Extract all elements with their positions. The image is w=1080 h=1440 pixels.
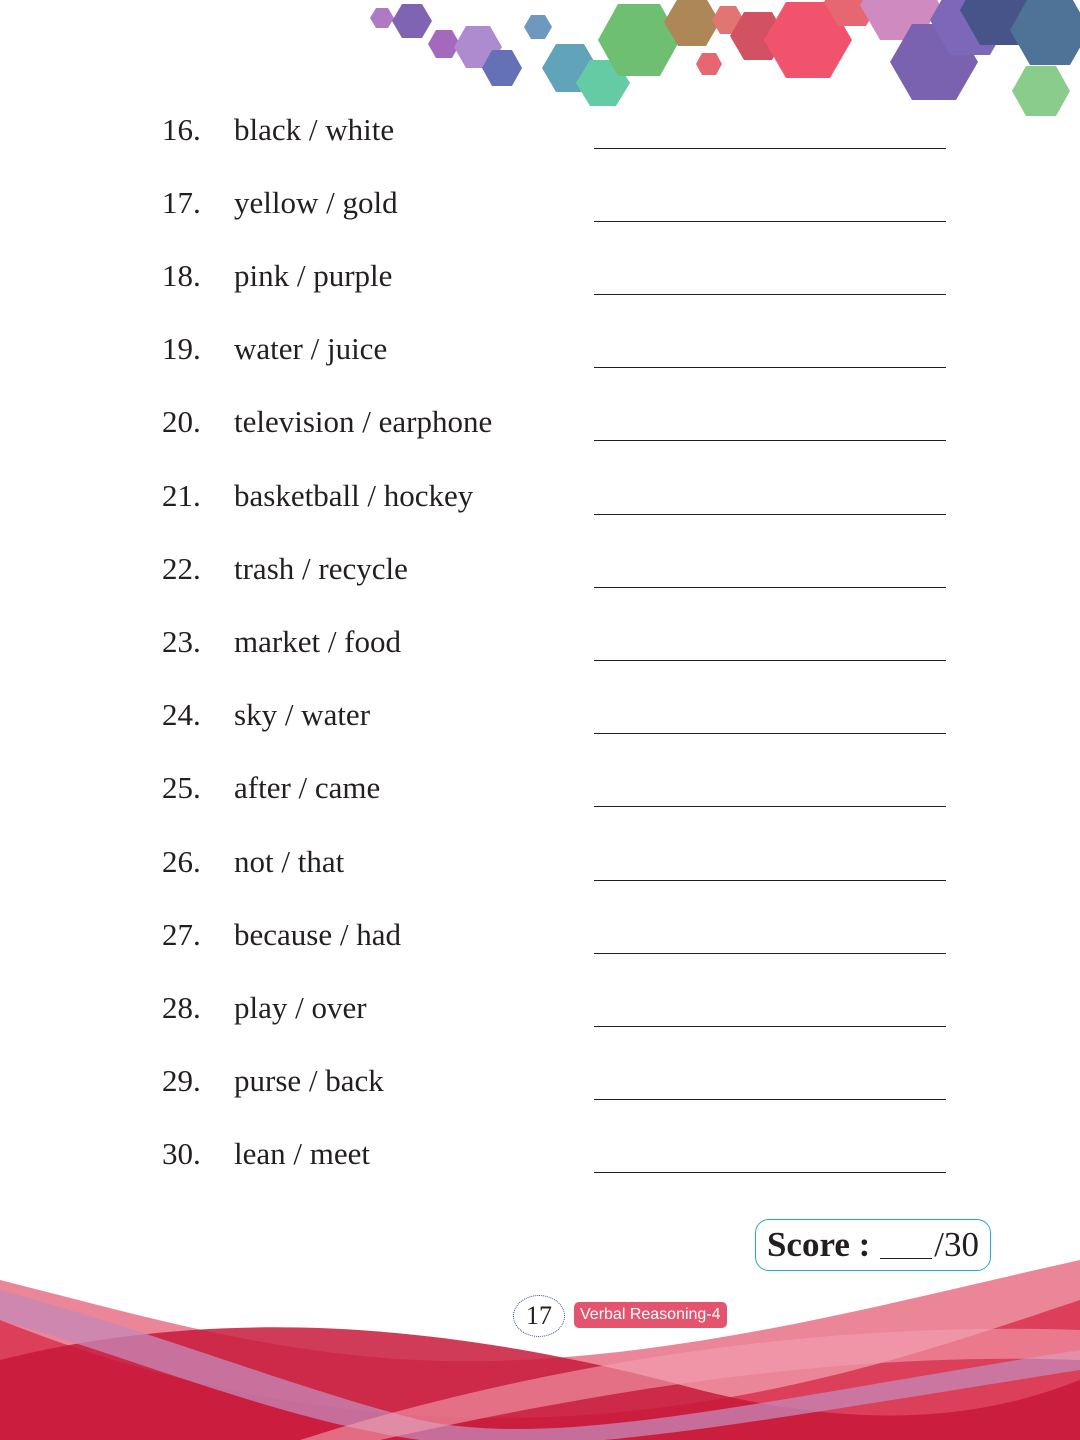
word-pair: after / came <box>234 770 381 805</box>
word-pair: purse / back <box>234 1063 384 1098</box>
list-item <box>0 978 1080 1038</box>
answer-line[interactable] <box>594 953 946 954</box>
question-number: 29. <box>162 1063 201 1098</box>
hexagon-shape <box>370 8 394 28</box>
list-item <box>0 905 1080 965</box>
question-number: 22. <box>162 551 201 586</box>
word-pair: water / juice <box>234 331 388 366</box>
question-number: 21. <box>162 478 201 513</box>
word-pair: sky / water <box>234 697 371 732</box>
list-item <box>0 685 1080 745</box>
word-pair: market / food <box>234 624 402 659</box>
answer-line[interactable] <box>594 440 946 441</box>
score-total: /30 <box>934 1225 980 1264</box>
word-pair: black / white <box>234 112 395 147</box>
hexagon-shape <box>428 30 460 58</box>
word-pair: basketball / hockey <box>234 478 474 513</box>
question-number: 18. <box>162 258 201 293</box>
word-pair: yellow / gold <box>234 185 398 220</box>
list-item <box>0 466 1080 526</box>
list-item <box>0 1124 1080 1184</box>
answer-line[interactable] <box>594 148 946 149</box>
list-item <box>0 758 1080 818</box>
hexagon-shape <box>524 15 552 39</box>
list-item <box>0 612 1080 672</box>
score-box <box>755 1219 991 1271</box>
answer-line[interactable] <box>594 221 946 222</box>
word-pair: lean / meet <box>234 1136 370 1171</box>
question-number: 19. <box>162 331 201 366</box>
hexagon-shape <box>392 4 432 38</box>
word-pair: trash / recycle <box>234 551 408 586</box>
answer-line[interactable] <box>594 880 946 881</box>
question-number: 30. <box>162 1136 201 1171</box>
list-item <box>0 539 1080 599</box>
answer-line[interactable] <box>594 514 946 515</box>
word-pair: play / over <box>234 990 367 1025</box>
word-pair: television / earphone <box>234 404 493 439</box>
answer-line[interactable] <box>594 587 946 588</box>
list-item <box>0 246 1080 306</box>
answer-line[interactable] <box>594 660 946 661</box>
page-number: 17 <box>513 1295 565 1337</box>
list-item <box>0 173 1080 233</box>
list-item <box>0 832 1080 892</box>
question-number: 23. <box>162 624 201 659</box>
answer-line[interactable] <box>594 294 946 295</box>
list-item <box>0 319 1080 379</box>
answer-line[interactable] <box>594 367 946 368</box>
list-item <box>0 1051 1080 1111</box>
answer-line[interactable] <box>594 1099 946 1100</box>
hexagon-shape <box>696 53 722 75</box>
question-number: 27. <box>162 917 201 952</box>
answer-line[interactable] <box>594 806 946 807</box>
answer-line[interactable] <box>594 1172 946 1173</box>
answer-line[interactable] <box>594 733 946 734</box>
score-answer-line[interactable] <box>880 1232 932 1259</box>
list-item <box>0 392 1080 452</box>
question-number: 24. <box>162 697 201 732</box>
word-pair: because / had <box>234 917 401 952</box>
question-number: 28. <box>162 990 201 1025</box>
book-title-badge: Verbal Reasoning-4 <box>574 1302 727 1328</box>
question-number: 20. <box>162 404 201 439</box>
question-number: 16. <box>162 112 201 147</box>
list-item <box>0 100 1080 160</box>
question-number: 17. <box>162 185 201 220</box>
decorative-wave-footer <box>0 1260 1080 1440</box>
word-pair: not / that <box>234 844 345 879</box>
answer-line[interactable] <box>594 1026 946 1027</box>
word-pair: pink / purple <box>234 258 393 293</box>
question-number: 25. <box>162 770 201 805</box>
question-number: 26. <box>162 844 201 879</box>
score-label: Score : <box>766 1225 871 1264</box>
